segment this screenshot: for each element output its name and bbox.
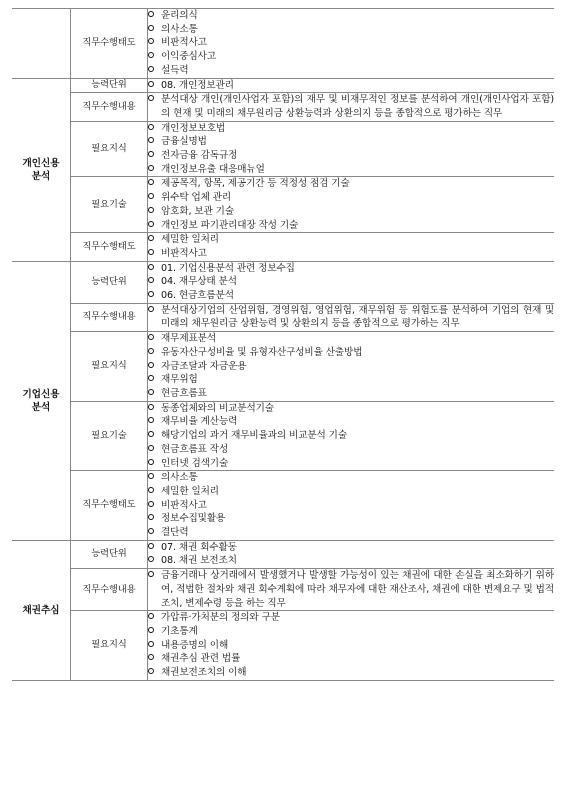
list-item-text: 01. 기업신용분석 관련 정보수집: [161, 262, 295, 274]
table-row: [12, 569, 554, 611]
circle-bullet-icon: [148, 221, 154, 227]
list-item-text: 분석대상기업의 산업위험, 경영위험, 영업위험, 재무위험 등 위험도를 분석하여 기업의 현재 및 미래의 채무원리금 상환능력 및 상환의지 등을 종합적으로 평가하는 직무: [161, 304, 554, 330]
list-item-text: 유동자산구성비율 및 유형자산구성비율 산출방법: [161, 346, 363, 358]
row-content: [148, 9, 555, 79]
list-item-text: 의사소통: [161, 23, 198, 35]
list-item: [148, 219, 554, 233]
row-content: [148, 401, 555, 471]
list-item-text: 현금흐름표 작성: [161, 443, 229, 455]
circle-bullet-icon: [148, 613, 154, 619]
row-label: 능력단위: [71, 261, 148, 303]
circle-bullet-icon: [148, 641, 154, 647]
list-item-text: 제공목적, 항목, 제공기간 등 적정성 점검 기술: [161, 178, 350, 190]
row-content: [148, 78, 555, 93]
table-row: [12, 540, 554, 568]
row-content: [148, 233, 555, 261]
list-item-text: 자금조달과 자금운용: [161, 360, 247, 372]
list-item-text: 채권보전조치의 이해: [161, 667, 247, 679]
circle-bullet-icon: [148, 291, 154, 297]
list-item: [148, 9, 554, 23]
circle-bullet-icon: [148, 514, 154, 520]
list-item-text: 결단력: [161, 527, 189, 539]
table-row: [12, 401, 554, 471]
category-cell: 개인신용분석: [12, 78, 71, 261]
row-label: 직무수행태도: [71, 233, 148, 261]
row-label: 필요지식: [71, 611, 148, 681]
list-item: [148, 666, 554, 680]
list-item: [148, 64, 554, 78]
list-item: [148, 402, 554, 416]
circle-bullet-icon: [148, 193, 154, 199]
circle-bullet-icon: [148, 528, 154, 534]
circle-bullet-icon: [148, 165, 154, 171]
circle-bullet-icon: [148, 306, 154, 312]
table-row: [12, 78, 554, 93]
circle-bullet-icon: [148, 25, 154, 31]
list-item: [148, 569, 554, 610]
circle-bullet-icon: [148, 124, 154, 130]
list-item: [148, 50, 554, 64]
list-item-text: 위수탁 업체 관리: [161, 192, 232, 204]
list-item: [148, 457, 554, 471]
circle-bullet-icon: [148, 417, 154, 423]
table-row: [12, 93, 554, 121]
list-item: [148, 346, 554, 360]
circle-bullet-icon: [148, 543, 154, 549]
list-item: [148, 652, 554, 666]
circle-bullet-icon: [148, 627, 154, 633]
circle-bullet-icon: [148, 95, 154, 101]
circle-bullet-icon: [148, 431, 154, 437]
list-item-text: 내용증명의 이해: [161, 639, 229, 651]
row-content: [148, 121, 555, 177]
list-item: [148, 79, 554, 93]
list-item: [148, 554, 554, 568]
row-label: 능력단위: [71, 78, 148, 93]
list-item: [148, 93, 554, 120]
row-content: [148, 611, 555, 681]
list-item-text: 금융거래나 상거래에서 발생했거나 발생할 가능성이 있는 채권에 대한 손실을 최소화하기 위하여, 적법한 절차와 채권 회수계획에 따라 채무자에 대한 재산조사, 채권에 대한 변제요구 및 법적조치, 변제수령 등을 하는 직무: [161, 570, 554, 609]
circle-bullet-icon: [148, 264, 154, 270]
circle-bullet-icon: [148, 179, 154, 185]
row-content: [148, 471, 555, 541]
row-label: 직무수행내용: [71, 569, 148, 611]
row-content: [148, 569, 555, 611]
row-label: 직무수행내용: [71, 93, 148, 121]
row-label: 능력단위: [71, 540, 148, 568]
circle-bullet-icon: [148, 207, 154, 213]
list-item-text: 07. 채권 회수활동: [161, 541, 237, 553]
circle-bullet-icon: [148, 389, 154, 395]
row-content: [148, 261, 555, 303]
circle-bullet-icon: [148, 11, 154, 17]
list-item-text: 정보수집및활용: [161, 513, 226, 525]
list-item-text: 재무비율 계산능력: [161, 416, 238, 428]
list-item: [148, 135, 554, 149]
circle-bullet-icon: [148, 249, 154, 255]
list-item: [148, 191, 554, 205]
list-item-text: 08. 개인정보관리: [161, 79, 234, 91]
list-item-text: 세밀한 일처리: [161, 485, 219, 497]
circle-bullet-icon: [148, 668, 154, 674]
list-item: [148, 247, 554, 261]
list-item-text: 의사소통: [161, 472, 198, 484]
list-item-text: 암호화, 보관 기술: [161, 205, 235, 217]
circle-bullet-icon: [148, 487, 154, 493]
list-item-text: 전자금융 감독규정: [161, 150, 238, 162]
list-item: [148, 526, 554, 540]
circle-bullet-icon: [148, 137, 154, 143]
circle-bullet-icon: [148, 334, 154, 340]
list-item-text: 04. 재무상태 분석: [161, 276, 237, 288]
circle-bullet-icon: [148, 375, 154, 381]
list-item-text: 비판적사고: [161, 247, 207, 259]
row-content: [148, 303, 555, 331]
circle-bullet-icon: [148, 52, 154, 58]
row-label: 필요기술: [71, 401, 148, 471]
list-item-text: 세밀한 일처리: [161, 234, 219, 246]
list-item: [148, 485, 554, 499]
circle-bullet-icon: [148, 501, 154, 507]
list-item: [148, 611, 554, 625]
list-item: [148, 163, 554, 177]
list-item-text: 채권추심 관련 법률: [161, 653, 241, 665]
circle-bullet-icon: [148, 235, 154, 241]
list-item: [148, 205, 554, 219]
list-item-text: 분석대상 개인(개인사업자 포함)의 재무 및 비재무적인 정보를 분석하여 개인(개인사업자 포함)의 현재 및 미래의 채무원리금 상환능력과 상환의지 등을 종합적으로 평가하는 직무: [161, 94, 554, 119]
row-content: [148, 177, 555, 233]
circle-bullet-icon: [148, 362, 154, 368]
circle-bullet-icon: [148, 571, 154, 577]
table-row: [12, 471, 554, 541]
list-item: [148, 122, 554, 136]
list-item-text: 기초통계: [161, 625, 198, 637]
circle-bullet-icon: [148, 404, 154, 410]
table-row: [12, 261, 554, 303]
list-item-text: 동종업체와의 비교분석기술: [161, 402, 274, 414]
list-item: [148, 373, 554, 387]
table-row: [12, 9, 554, 79]
list-item-text: 윤리의식: [161, 10, 198, 21]
list-item: [148, 471, 554, 485]
list-item: [148, 512, 554, 526]
list-item-text: 현금흐름표: [161, 387, 207, 399]
job-competency-table: [12, 8, 554, 681]
list-item: [148, 289, 554, 303]
circle-bullet-icon: [148, 654, 154, 660]
row-label: 필요지식: [71, 121, 148, 177]
list-item-text: 개인정보 파기관리대장 작성 기술: [161, 219, 299, 231]
list-item-text: 재무제표분석: [161, 333, 217, 345]
table-row: [12, 177, 554, 233]
list-item-text: 인터넷 검색기술: [161, 457, 229, 469]
list-item-text: 비판적사고: [161, 37, 207, 49]
row-label: 필요기술: [71, 177, 148, 233]
row-content: [148, 93, 555, 121]
category-cell: 기업신용분석: [12, 261, 71, 540]
row-content: [148, 332, 555, 402]
list-item-text: 이익중심사고: [161, 51, 217, 63]
row-label: 직무수행태도: [71, 9, 148, 79]
circle-bullet-icon: [148, 277, 154, 283]
list-item: [148, 360, 554, 374]
list-item: [148, 332, 554, 346]
list-item: [148, 443, 554, 457]
circle-bullet-icon: [148, 81, 154, 87]
list-item-text: 금융실명법: [161, 136, 207, 148]
list-item-text: 개인정보유출 대응매뉴얼: [161, 163, 265, 175]
category-cell: [12, 9, 71, 79]
table-row: [12, 611, 554, 681]
table-row: [12, 303, 554, 331]
category-cell: 채권추심: [12, 540, 71, 680]
row-content: [148, 540, 555, 568]
row-label: 필요지식: [71, 332, 148, 402]
list-item-text: 비판적사고: [161, 499, 207, 511]
list-item-text: 가압류·가처분의 정의와 구분: [161, 612, 280, 624]
list-item: [148, 304, 554, 331]
circle-bullet-icon: [148, 151, 154, 157]
list-item: [148, 429, 554, 443]
list-item: [148, 639, 554, 653]
list-item: [148, 625, 554, 639]
table-row: [12, 332, 554, 402]
circle-bullet-icon: [148, 66, 154, 72]
row-label: 직무수행태도: [71, 471, 148, 541]
list-item-text: 08. 채권 보전조치: [161, 555, 237, 567]
list-item: [148, 177, 554, 191]
list-item: [148, 275, 554, 289]
list-item-text: 개인정보보호법: [161, 122, 226, 134]
list-item: [148, 233, 554, 247]
list-item: [148, 36, 554, 50]
list-item: [148, 23, 554, 37]
table-row: [12, 233, 554, 261]
list-item-text: 해당기업의 과거 재무비율과의 비교분석 기술: [161, 430, 347, 442]
list-item: [148, 387, 554, 401]
list-item: [148, 499, 554, 513]
circle-bullet-icon: [148, 459, 154, 465]
circle-bullet-icon: [148, 473, 154, 479]
circle-bullet-icon: [148, 348, 154, 354]
list-item-text: 재무위험: [161, 374, 198, 386]
row-label: 직무수행내용: [71, 303, 148, 331]
list-item: [148, 541, 554, 555]
circle-bullet-icon: [148, 445, 154, 451]
list-item-text: 설득력: [161, 64, 189, 76]
list-item: [148, 149, 554, 163]
list-item: [148, 415, 554, 429]
circle-bullet-icon: [148, 38, 154, 44]
circle-bullet-icon: [148, 556, 154, 562]
table-row: [12, 121, 554, 177]
list-item-text: 06. 현금흐름분석: [161, 290, 234, 302]
list-item: [148, 262, 554, 276]
